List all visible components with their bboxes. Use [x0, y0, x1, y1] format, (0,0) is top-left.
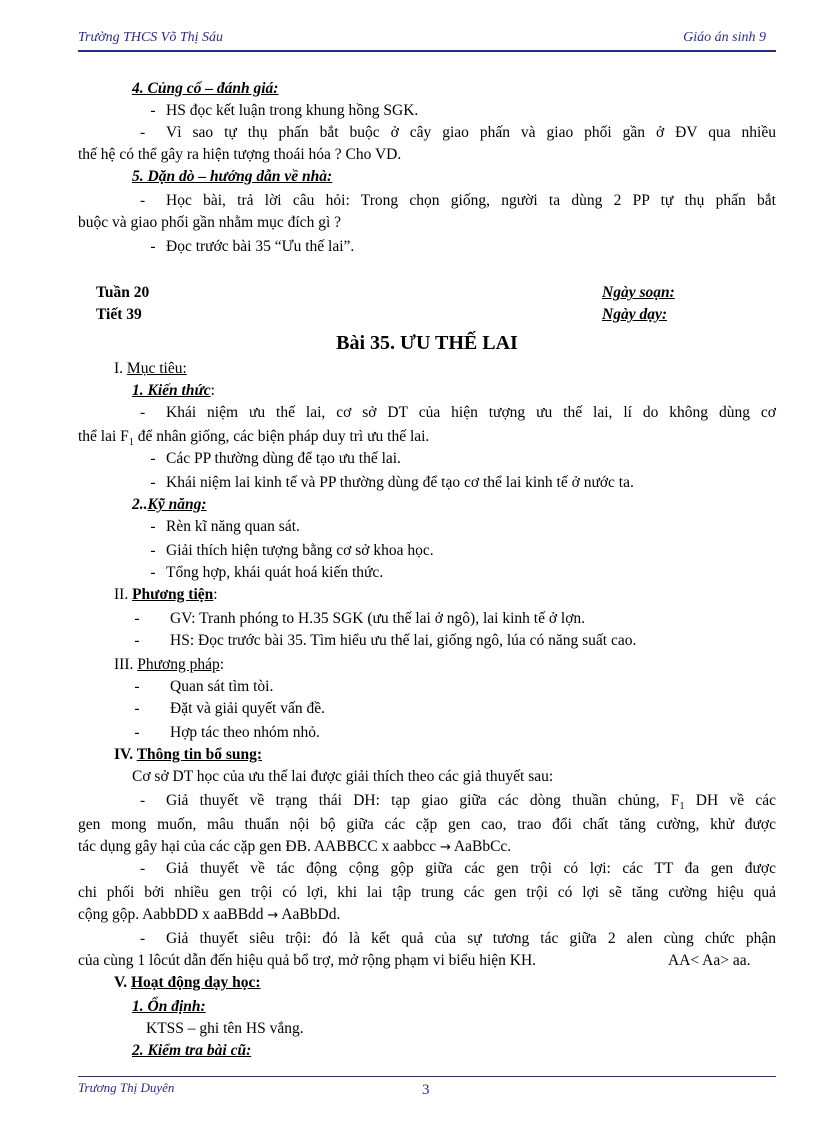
period-label: Tiết 39: [96, 306, 142, 323]
list-item: - Giả thuyết về trạng thái DH: tạp giao giữa các dòng thuần chủng, $F_1$ DH về các: [140, 792, 776, 813]
list-item: - GV: Tranh phóng to H.35 SGK (ưu thế lai ở ngô), lai kinh tế ở lợn.: [134, 610, 586, 627]
footer-author: Trương Thị Duyên: [78, 1080, 175, 1095]
paragraph-line: chi phối bởi nhiều gen trội có lợi, khi lai tập trung các gen trội có lợi sẽ tăng cường hiệu quả: [78, 884, 776, 901]
list-item: - Giả thuyết siêu trội: đó là kết quả của sự tương tác giữa 2 alen cùng chức phận: [140, 930, 776, 947]
paragraph-line: buộc và giao phối gần nhằm mục đích gì ?: [78, 214, 342, 231]
prep-date-label: Ngày soạn:: [602, 284, 675, 301]
list-item: - Đọc trước bài 35 “Ưu thế lai”.: [150, 238, 355, 255]
section-1-heading: I. Mục tiêu:: [114, 360, 187, 377]
page-header: [78, 30, 776, 52]
header-rule: [78, 50, 776, 52]
knowledge-heading: 1. Kiến thức:: [132, 382, 215, 399]
paragraph-line: KTSS – ghi tên HS vắng.: [146, 1020, 304, 1037]
arrow-icon: →: [267, 908, 279, 923]
section-4-heading: IV. Thông tin bổ sung:: [114, 746, 263, 763]
header-subject: Giáo án sinh 9: [683, 30, 766, 45]
list-item: - Rèn kĩ năng quan sát.: [150, 518, 300, 535]
footer-rule: [78, 1076, 776, 1077]
list-item: - Đặt và giải quyết vấn đề.: [134, 700, 325, 717]
section-4-title: 4. Củng cố – đánh giá:: [132, 80, 279, 97]
list-item: - Các PP thường dùng để tạo ưu thế lai.: [150, 450, 401, 467]
arrow-icon: →: [439, 840, 451, 855]
paragraph-line: tác dụng gây hại của các cặp gen ĐB. AABBCC x aabbcc → AaBbCc.: [78, 838, 512, 855]
list-item: - HS đọc kết luận trong khung hồng SGK.: [150, 102, 419, 119]
section-2-heading: II. Phương tiện:: [114, 586, 218, 603]
list-item: - Khái niệm ưu thế lai, cơ sở DT của hiện tượng ưu thế lai, lí do không dùng cơ: [140, 404, 776, 421]
section-5-title: 5. Dặn dò – hướng dẫn về nhà:: [132, 168, 333, 185]
stabilize-heading: 1. Ổn định:: [132, 998, 206, 1015]
teach-date-label: Ngày dạy:: [602, 306, 667, 323]
list-item: - Khái niệm lai kinh tế và PP thường dùng để tạo cơ thể lai kinh tế ở nước ta.: [150, 474, 634, 491]
list-item: - Vì sao tự thụ phấn bắt buộc ở cây giao phấn và giao phối gần ở ĐV qua nhiều: [140, 124, 776, 141]
list-item: - Giải thích hiện tượng bằng cơ sở khoa học.: [150, 542, 434, 559]
list-item: - Tổng hợp, khái quát hoá kiến thức.: [150, 564, 384, 581]
header-school: Trường THCS Võ Thị Sáu: [78, 30, 224, 45]
week-label: Tuần 20: [96, 284, 150, 301]
section-3-heading: III. Phương pháp:: [114, 656, 225, 673]
page-footer: [78, 1074, 776, 1104]
paragraph-line: Cơ sở DT học của ưu thế lai được giải thích theo các giả thuyết sau:: [132, 768, 554, 785]
paragraph-line: của cùng 1 lôcút dẫn đến hiệu quả bổ trợ, mở rộng phạm vi biểu hiện KH.: [78, 952, 537, 969]
list-item: - Học bài, trả lời câu hỏi: Trong chọn giống, người ta dùng 2 PP tự thụ phấn bắt: [140, 192, 776, 209]
list-item: - Giả thuyết về tác động cộng gộp giữa các gen trội có lợi: các TT đa gen được: [140, 860, 776, 877]
paragraph-line: thể lai $F_1$ để nhân giống, các biện pháp duy trì ưu thế lai.: [78, 428, 430, 449]
review-heading: 2. Kiểm tra bài cũ:: [132, 1042, 252, 1059]
section-5-heading: V. Hoạt động dạy học:: [114, 974, 261, 991]
paragraph-line: cộng gộp. AabbDD x aaBBdd → AaBbDd.: [78, 906, 341, 923]
page-number: 3: [422, 1082, 430, 1098]
list-item: - HS: Đọc trước bài 35. Tìm hiểu ưu thế lai, giống ngô, lúa có năng suất cao.: [134, 632, 637, 649]
list-item: - Quan sát tìm tòi.: [134, 678, 274, 695]
paragraph-line: thế hệ có thể gây ra hiện tượng thoái hóa ? Cho VD.: [78, 146, 402, 163]
lesson-title: Bài 35. ƯU THẾ LAI: [336, 332, 518, 354]
paragraph-line: gen mong muốn, mâu thuẩn nội bộ giữa các cặp gen cao, trao đổi chất tăng cường, khử được: [78, 816, 776, 833]
skills-heading: 2..Kỹ năng:: [132, 496, 207, 513]
formula-text: AA< Aa> aa.: [668, 952, 751, 969]
list-item: - Hợp tác theo nhóm nhỏ.: [134, 724, 320, 741]
